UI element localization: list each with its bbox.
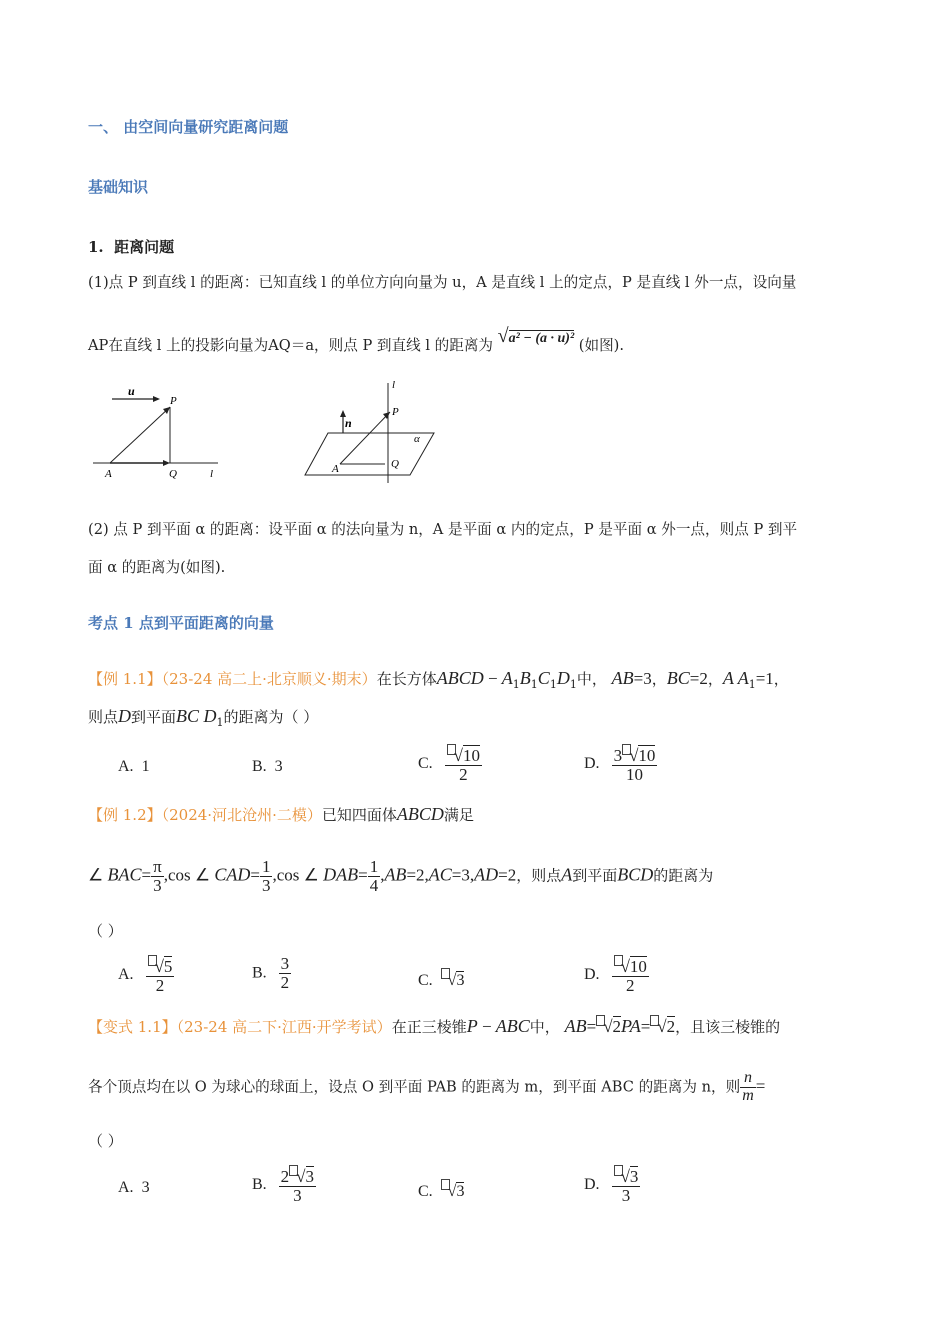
- para2-line2: 面 α 的距离为(如图).: [88, 559, 226, 576]
- example-1-2-paren: （ ）: [88, 922, 123, 940]
- option-fraction: $\frac{√5}{2}$: [146, 955, 175, 995]
- figure-point-line: [90, 385, 225, 480]
- option-value: 3: [274, 758, 283, 775]
- denominator: 10: [625, 764, 643, 784]
- option-label: B.: [252, 758, 267, 775]
- example-1-2-conditions: ∠ BAC= $\frac{\pi}{3}$ ,cos ∠ CAD= $\frac{1}{3}$ ,cos ∠ DAB= $\frac{1}{4}$ ,AB=2,AC=3,AD=2，则点A到平面BCD的距离为: [88, 857, 714, 895]
- ex1-option-a[interactable]: [118, 758, 150, 776]
- option-label: A.: [118, 758, 134, 775]
- topic-heading: [88, 236, 174, 257]
- var1-option-a[interactable]: [118, 1179, 150, 1197]
- radicand: 3: [305, 1167, 315, 1186]
- segment-AP: [110, 407, 170, 463]
- label-Q: Q: [391, 458, 399, 470]
- sqrt-formula: √a² − (a · u)²: [497, 325, 575, 347]
- denominator: 3: [621, 1185, 631, 1205]
- radicand: 5: [163, 957, 173, 976]
- option-value: 3: [141, 1179, 150, 1196]
- para1-line2: [88, 325, 625, 356]
- option-value: 1: [141, 758, 150, 775]
- option-label: B.: [252, 1175, 267, 1193]
- ex1-option-c[interactable]: [418, 744, 482, 784]
- coefficient: 2: [280, 1167, 290, 1186]
- option-label: D.: [584, 1175, 600, 1193]
- label-u: u: [128, 385, 135, 398]
- example-1-1-line2: 则点D到平面BC $D_1$的距离为（ ）: [88, 706, 319, 729]
- label-A: A: [105, 468, 112, 480]
- sqrt-formula-body: a² − (a · u)²: [508, 331, 575, 346]
- option-label: D.: [584, 754, 600, 772]
- radicand: 3: [456, 972, 465, 989]
- label-P: P: [392, 406, 399, 418]
- option-label: A.: [118, 1179, 134, 1196]
- question-text: 到平面: [572, 866, 618, 885]
- coefficient: 3: [613, 746, 623, 765]
- ex2-option-a[interactable]: [118, 955, 174, 995]
- option-label: C.: [418, 1183, 433, 1200]
- ex2-option-d[interactable]: [584, 955, 649, 995]
- label-Q: Q: [169, 468, 177, 480]
- option-label: B.: [252, 964, 267, 982]
- question-text: 中，: [529, 1018, 560, 1036]
- option-label: A.: [118, 965, 134, 983]
- question-text: 各个顶点均在以 O 为球心的球面上，设点 O 到平面 PAB 的距离为 m，到平面 ABC 的距离为 n，则: [88, 1078, 741, 1096]
- option-fraction: $\frac{√10}{2}$: [612, 955, 649, 995]
- variant-1-1-line2: 各个顶点均在以 O 为球心的球面上，设点 O 到平面 PAB 的距离为 m，到平面 ABC 的距离为 n，则 $\frac{n}{m}$ =: [88, 1069, 766, 1104]
- radicand: 3: [629, 1167, 639, 1186]
- question-text: 的距离为: [653, 866, 714, 885]
- example-1-2-line1: 【例 1.2】（2024·河北沧州·二模）已知四面体ABCD满足: [88, 804, 474, 824]
- numerator: 3: [280, 954, 290, 973]
- ex2-option-c[interactable]: C. √3: [418, 968, 464, 990]
- label-alpha: α: [414, 433, 420, 445]
- para1-line2-text: AP在直线 l 上的投影向量为AQ＝a，则点 P 到直线 l 的距离为: [88, 337, 494, 354]
- denominator: 2: [155, 975, 165, 995]
- label-l: l: [392, 379, 396, 391]
- radicand: 10: [638, 746, 656, 765]
- arrow-AQ: [163, 460, 170, 466]
- label-P: P: [170, 395, 177, 407]
- radicand: 3: [456, 1183, 465, 1200]
- denominator: 2: [280, 972, 290, 992]
- question-text: 的距离为（ ）: [223, 708, 319, 726]
- denominator: 2: [625, 975, 635, 995]
- section-title: 一、 由空间向量研究距离问题: [88, 118, 289, 136]
- example-tag: 【例 1.2】: [88, 806, 162, 824]
- figure-point-plane: [300, 378, 440, 486]
- variant-1-1-line1: 【变式 1.1】（23-24 高二下·江西·开学考试）在正三棱锥P − ABC中， AB= √2PA= √2，且该三棱锥的: [88, 1016, 781, 1036]
- ex2-option-b[interactable]: [252, 955, 291, 992]
- question-text: ，则点: [516, 866, 562, 885]
- variant-tag: 【变式 1.1】: [88, 1018, 177, 1036]
- label-A: A: [332, 463, 339, 475]
- ex1-option-b[interactable]: [252, 758, 283, 776]
- example-text: 在长方体: [376, 670, 437, 688]
- example-tag: 【例 1.1】: [88, 670, 162, 688]
- example-text: 已知四面体: [321, 806, 397, 824]
- option-fraction: $\frac{3 √10}{10}$: [613, 746, 656, 784]
- topic-title: 距离问题: [114, 238, 175, 256]
- question-text: ，且该三棱锥的: [675, 1018, 781, 1036]
- question-text: 在正三棱锥: [391, 1018, 467, 1036]
- para2-line1: (2) 点 P 到平面 α 的距离：设平面 α 的法向量为 n，A 是平面 α 内的定点，P 是平面 α 外一点，则点 P 到平: [88, 521, 798, 538]
- subtitle: 基础知识: [88, 178, 149, 196]
- option-label: C.: [418, 972, 433, 989]
- example-text-b: 中，: [576, 670, 607, 688]
- para1-line2-tail: (如图).: [578, 337, 625, 354]
- variant-source: （23-24 高二下·江西·开学考试）: [176, 1018, 392, 1036]
- example-text-b: 满足: [443, 806, 474, 824]
- var1-option-c[interactable]: C. √3: [418, 1179, 464, 1201]
- var1-option-b[interactable]: [252, 1165, 316, 1205]
- option-fraction: [279, 955, 292, 992]
- denominator: 3: [293, 1185, 302, 1205]
- option-label: D.: [584, 965, 600, 983]
- ex1-option-d[interactable]: [584, 744, 657, 784]
- option-label: C.: [418, 754, 433, 772]
- denominator: 2: [459, 764, 468, 784]
- kaodian-heading: 考点 1 点到平面距离的向量: [88, 614, 274, 632]
- para1-line1: (1)点 P 到直线 l 的距离：已知直线 l 的单位方向向量为 u，A 是直线 l 上的定点，P 是直线 l 外一点，设向量: [88, 274, 797, 291]
- example-source: （23-24 高二上·北京顺义·期末）: [161, 670, 377, 688]
- radicand: 10: [463, 746, 481, 765]
- question-text: 则点: [88, 708, 119, 726]
- label-l: l: [210, 468, 214, 480]
- arrow-u: [153, 396, 160, 402]
- topic-number: 1.: [88, 238, 104, 256]
- example-1-1-line1: 【例 1.1】（23-24 高二上·北京顺义·期末）在长方体ABCD − $A_1B_1C_1D_1$中， AB=3，BC=2，A $A_1=1$，: [88, 668, 789, 691]
- option-fraction: $\frac{√10}{2}$: [445, 744, 482, 784]
- option-fraction: $\frac{√3}{3}$: [612, 1165, 641, 1205]
- label-n: n: [345, 416, 352, 430]
- example-source: （2024·河北沧州·二模）: [161, 806, 322, 824]
- question-text: 到平面: [131, 708, 177, 726]
- radicand: 10: [629, 957, 647, 976]
- variant-1-1-paren: （ ）: [88, 1132, 123, 1150]
- var1-option-d[interactable]: [584, 1165, 640, 1205]
- option-fraction: $\frac{2 √3}{3}$: [280, 1167, 315, 1205]
